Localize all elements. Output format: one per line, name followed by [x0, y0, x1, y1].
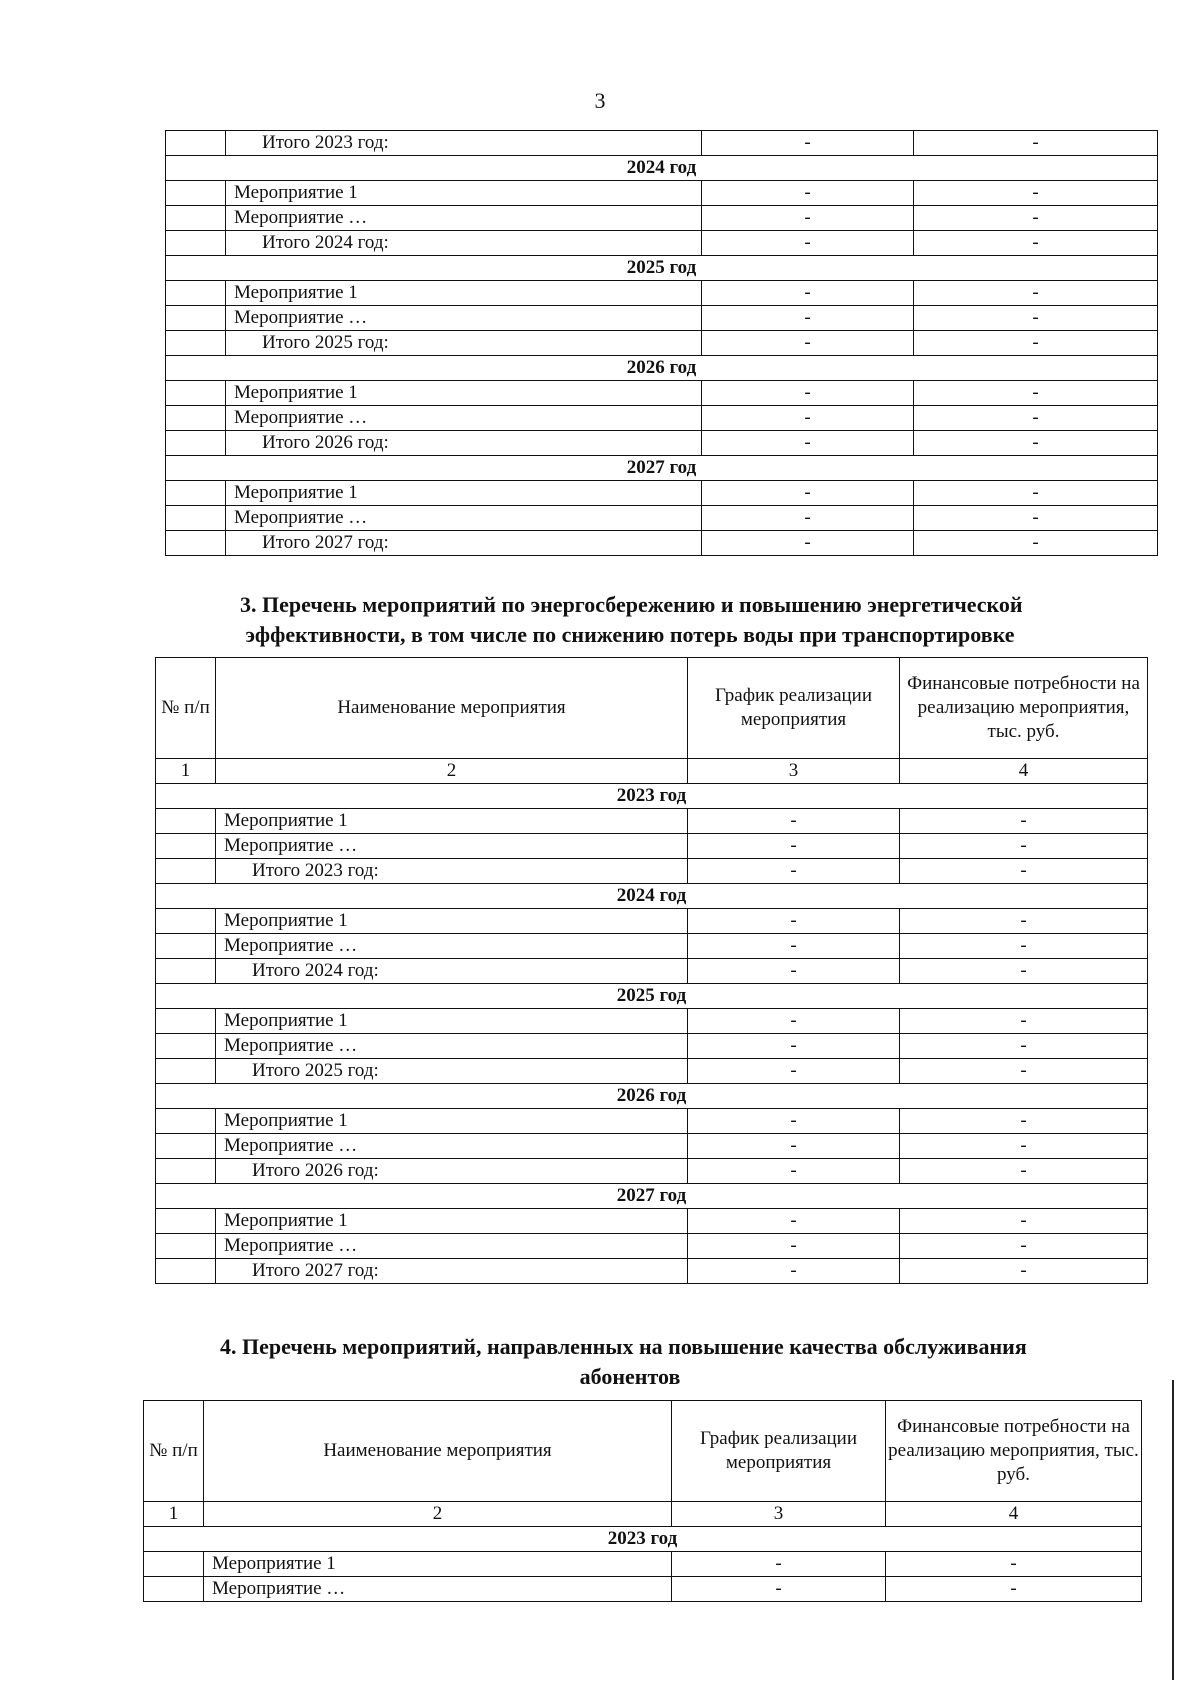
year-header: 2023 год — [156, 784, 1148, 809]
table-row: Итого 2023 год: - - — [156, 859, 1148, 884]
year-header: 2025 год — [156, 984, 1148, 1009]
item-label: Мероприятие 1 — [226, 481, 702, 506]
header-schedule: График реализации мероприятия — [688, 658, 900, 759]
year-header: 2027 год — [156, 1184, 1148, 1209]
item-label: Мероприятие 1 — [216, 909, 688, 934]
table-row: Мероприятие … - - — [166, 406, 1158, 431]
table-row: Мероприятие 1 - - — [156, 1109, 1148, 1134]
section-4-title-line1: 4. Перечень мероприятий, направленных на повышение качества обслуживания — [220, 1334, 1027, 1359]
table-row: Мероприятие 1 - - — [156, 909, 1148, 934]
total-label: Итого 2027 год: — [226, 531, 702, 556]
table-row: Мероприятие 1 - - — [156, 1009, 1148, 1034]
item-label: Мероприятие 1 — [216, 809, 688, 834]
total-label: Итого 2024 год: — [226, 231, 702, 256]
table-row: Мероприятие … - - — [166, 506, 1158, 531]
total-label: Итого 2026 год: — [226, 431, 702, 456]
item-label: Мероприятие … — [216, 1134, 688, 1159]
table-row: Итого 2024 год: - - — [156, 959, 1148, 984]
column-numbers-row: 1 2 3 4 — [144, 1502, 1142, 1527]
year-header: 2024 год — [166, 156, 1158, 181]
item-label: Мероприятие 1 — [216, 1109, 688, 1134]
year-header: 2026 год — [166, 356, 1158, 381]
total-label: Итого 2025 год: — [226, 331, 702, 356]
item-label: Мероприятие … — [216, 1034, 688, 1059]
total-label: Итого 2026 год: — [216, 1159, 688, 1184]
finance-value: - — [914, 131, 1158, 156]
table-row: Мероприятие … - - — [156, 1034, 1148, 1059]
item-label: Мероприятие … — [216, 934, 688, 959]
item-label: Мероприятие 1 — [216, 1009, 688, 1034]
table-row: Итого 2026 год: - - — [156, 1159, 1148, 1184]
year-header: 2026 год — [156, 1084, 1148, 1109]
table-row: Мероприятие 1 - - — [166, 281, 1158, 306]
table-section4 — [143, 1400, 1142, 1602]
table-row: Мероприятие … - - — [156, 834, 1148, 859]
item-label: Мероприятие 1 — [226, 281, 702, 306]
column-numbers-row: 1 2 3 4 — [156, 759, 1148, 784]
total-label: Итого 2025 год: — [216, 1059, 688, 1084]
table-row: Итого 2025 год: - - — [166, 331, 1158, 356]
table-header-row — [156, 658, 1148, 759]
item-label: Мероприятие 1 — [204, 1552, 672, 1577]
item-label: Мероприятие … — [204, 1577, 672, 1602]
section-4-title-line2: абонентов — [579, 1364, 681, 1389]
section-4-title — [150, 1332, 1110, 1392]
header-name: Наименование мероприятия — [216, 658, 688, 759]
item-label: Мероприятие 1 — [216, 1209, 688, 1234]
item-label: Мероприятие … — [216, 834, 688, 859]
table-section2-continued — [165, 130, 1158, 556]
section-3-title-line2: эффективности, в том числе по снижению потерь воды при транспортировке — [245, 622, 1015, 647]
table-row: Итого 2027 год: - - — [156, 1259, 1148, 1284]
item-label: Мероприятие … — [226, 206, 702, 231]
section-3-title — [150, 590, 1110, 650]
table-header-row — [144, 1401, 1142, 1502]
table-row — [166, 131, 1158, 156]
table-row: Итого 2027 год: - - — [166, 531, 1158, 556]
table-row: Мероприятие 1 - - — [166, 481, 1158, 506]
table-row: Мероприятие 1 - - — [156, 809, 1148, 834]
header-name: Наименование мероприятия — [204, 1401, 672, 1502]
scan-margin-line — [1172, 1380, 1174, 1680]
table-row: Итого 2024 год: - - — [166, 231, 1158, 256]
table-row: Мероприятие 1 - - — [144, 1552, 1142, 1577]
total-label: Итого 2024 год: — [216, 959, 688, 984]
table-row: Мероприятие … - - — [166, 306, 1158, 331]
table-row: Мероприятие 1 - - — [166, 381, 1158, 406]
schedule-value: - — [702, 131, 914, 156]
header-finance: Финансовые потребности на реализацию мероприятия, тыс. руб. — [886, 1401, 1142, 1502]
table-row: Мероприятие … - - — [166, 206, 1158, 231]
table-row: Мероприятие … - - — [144, 1577, 1142, 1602]
header-finance: Финансовые потребности на реализацию мероприятия, тыс. руб. — [900, 658, 1148, 759]
table-row: Мероприятие 1 - - — [166, 181, 1158, 206]
year-header: 2027 год — [166, 456, 1158, 481]
item-label: Мероприятие … — [226, 406, 702, 431]
year-header: 2023 год — [144, 1527, 1142, 1552]
table-row: Итого 2026 год: - - — [166, 431, 1158, 456]
header-num: № п/п — [156, 658, 216, 759]
total-label: Итого 2027 год: — [216, 1259, 688, 1284]
page-number: 3 — [594, 88, 606, 113]
year-header: 2025 год — [166, 256, 1158, 281]
total-label: Итого 2023 год: — [226, 131, 702, 156]
item-label: Мероприятие … — [216, 1234, 688, 1259]
header-schedule: График реализации мероприятия — [672, 1401, 886, 1502]
table-row: Мероприятие … - - — [156, 1234, 1148, 1259]
item-label: Мероприятие … — [226, 506, 702, 531]
header-num: № п/п — [144, 1401, 204, 1502]
table-row: Мероприятие … - - — [156, 1134, 1148, 1159]
table-section3 — [155, 657, 1148, 1284]
item-label: Мероприятие 1 — [226, 381, 702, 406]
table-row: Мероприятие 1 - - — [156, 1209, 1148, 1234]
section-3-title-line1: 3. Перечень мероприятий по энергосбережению и повышению энергетической — [240, 592, 1023, 617]
table-row: Мероприятие … - - — [156, 934, 1148, 959]
item-label: Мероприятие … — [226, 306, 702, 331]
table-row: Итого 2025 год: - - — [156, 1059, 1148, 1084]
item-label: Мероприятие 1 — [226, 181, 702, 206]
total-label: Итого 2023 год: — [216, 859, 688, 884]
year-header: 2024 год — [156, 884, 1148, 909]
